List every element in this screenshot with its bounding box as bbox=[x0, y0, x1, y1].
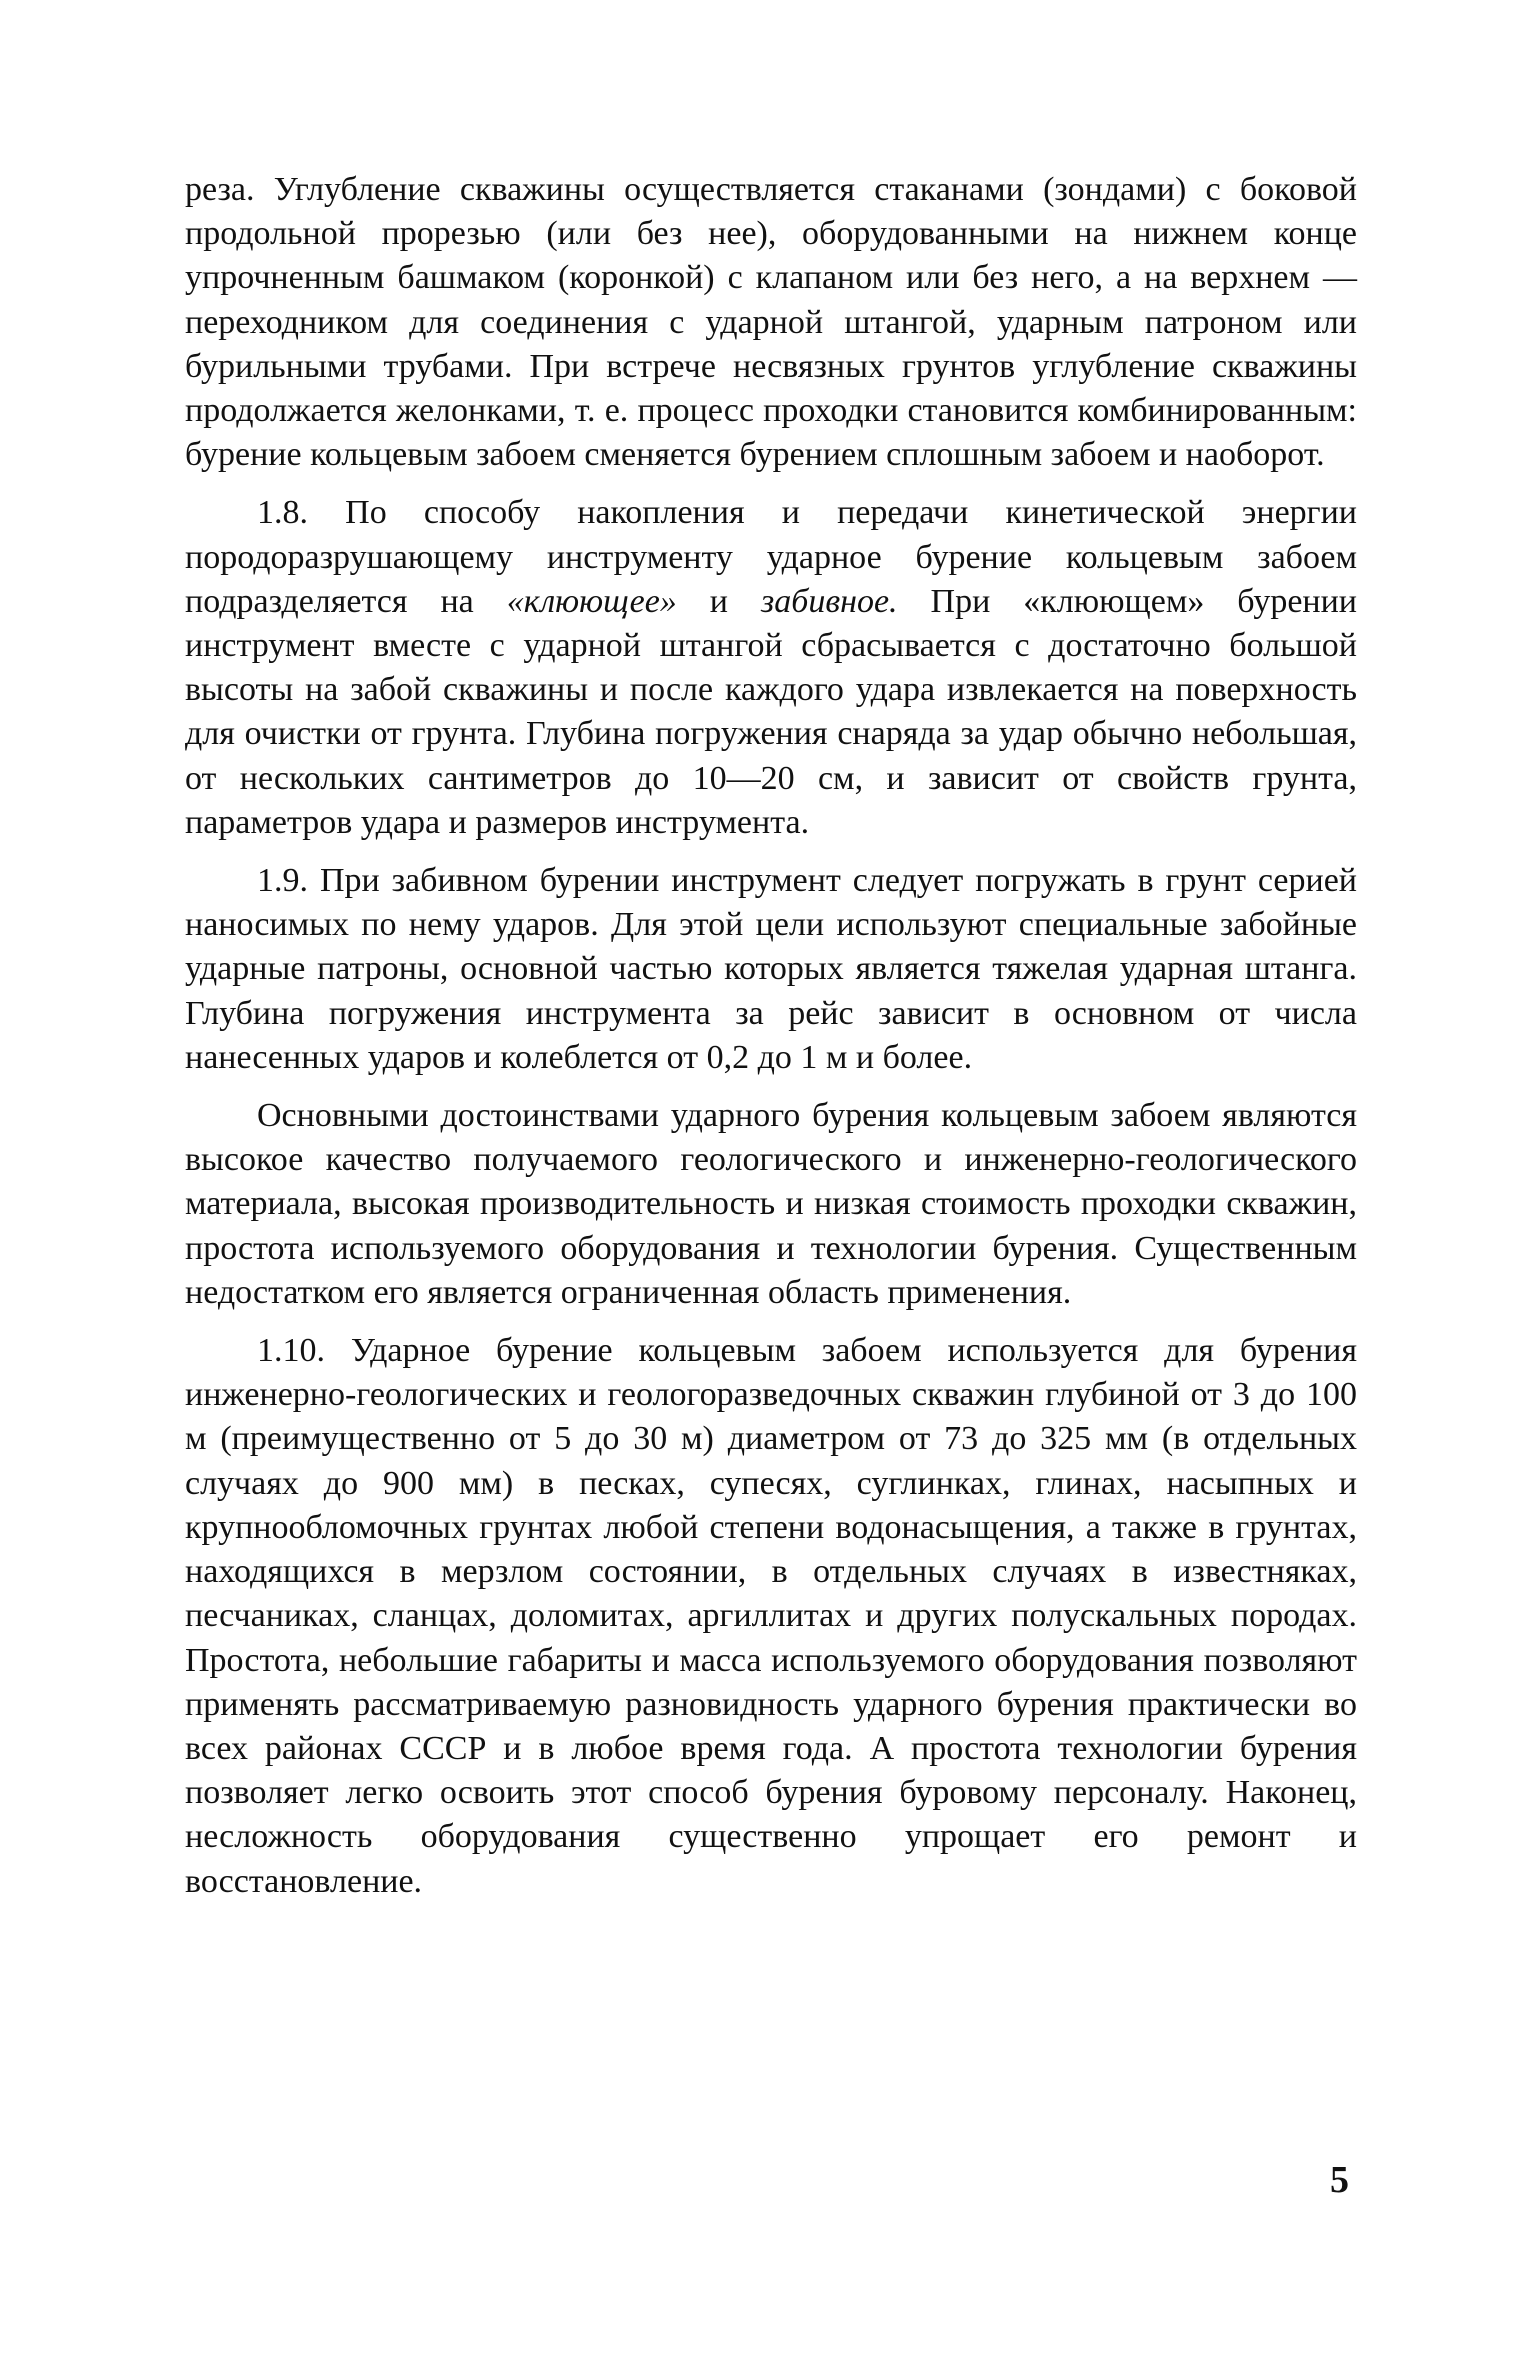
paragraph-text-middle: и bbox=[676, 582, 761, 620]
section-number: 1.9. bbox=[257, 862, 308, 900]
term-kluyushchee: «клюющее» bbox=[506, 582, 677, 620]
section-number: 1.8. bbox=[257, 494, 308, 532]
paragraph-text-after: При «клюющем» бурении инструмент вместе с ударной штангой сбрасывается с достаточно большой высоты на забой скважины и после каждого удара извлекается на поверхность для очистки от грунта. Глубина погружения снаряда за удар обычно небольшая, от нескольких сантиметров до 10—20 см, и зависит от свойств грунта, параметров удара и размеров инструмента. bbox=[185, 582, 1357, 841]
page-number: 5 bbox=[1330, 2159, 1349, 2201]
paragraph-text: Ударное бурение кольцевым забоем используется для бурения инженерно-геологических и геологоразведочных скважин глубиной от 3 до 100 м (преимущественно от 5 до 30 м) диаметром от 73 до 325 мм (в отдельных случаях до 900 мм) в песках, супесях, суглинках, глинах, насыпных и крупнообломочных грунтах любой степени водонасыщения, а также в грунтах, находящихся в мерзлом состоянии, в отдельных случаях в известняках, песчаниках, сланцах, доломитах, аргиллитах и других полускальных породах. Простота, небольшие габариты и масса используемого оборудования позволяют применять рассматриваемую разновидность ударного бурения практически во всех районах СССР и в любое время года. А простота технологии бурения позволяет легко освоить этот способ бурения буровому персоналу. Наконец, несложность оборудования существенно упрощает его ремонт и восстановление. bbox=[185, 1332, 1357, 1900]
paragraph-text: реза. Углубление скважины осуществляется стаканами (зондами) с боковой продольной прорезью (или без нее), оборудованными на нижнем конце упрочненным башмаком (коронкой) с клапаном или без него, а на верхнем — переходником для соединения с ударной штангой, ударным патроном или бурильными трубами. При встрече несвязных грунтов углубление скважины продолжается желонками, т. е. процесс проходки становится комбинированным: бурение кольцевым забоем сменяется бурением сплошным забоем и наоборот. bbox=[185, 171, 1357, 474]
paragraph-text: Основными достоинствами ударного бурения кольцевым забоем являются высокое качество получаемого геологического и инженерно-геологического материала, высокая производительность и низкая стоимость проходки скважин, простота используемого оборудования и технологии бурения. Существенным недостатком его является ограниченная область применения. bbox=[185, 1097, 1357, 1311]
paragraph-1-10 bbox=[185, 1329, 1357, 1904]
paragraph-1-9 bbox=[185, 859, 1357, 1080]
paragraph-1-8 bbox=[185, 491, 1357, 845]
section-number: 1.10. bbox=[257, 1332, 325, 1370]
paragraph-advantages bbox=[185, 1094, 1357, 1315]
paragraph-text-before: По способу накопления и передачи кинетической энергии породоразрушающему инструменту ударное бурение кольцевым забоем подразделяется на bbox=[185, 494, 1357, 620]
document-page bbox=[185, 168, 1357, 1904]
paragraph-continuation bbox=[185, 168, 1357, 477]
paragraph-text: При забивном бурении инструмент следует погружать в грунт серией наносимых по нему ударов. Для этой цели используют специальные забойные ударные патроны, основной частью которых является тяжелая ударная штанга. Глубина погружения инструмента за рейс зависит в основном от числа нанесенных ударов и колеблется от 0,2 до 1 м и более. bbox=[185, 862, 1357, 1076]
term-zabivnoe: забивное. bbox=[760, 582, 898, 620]
